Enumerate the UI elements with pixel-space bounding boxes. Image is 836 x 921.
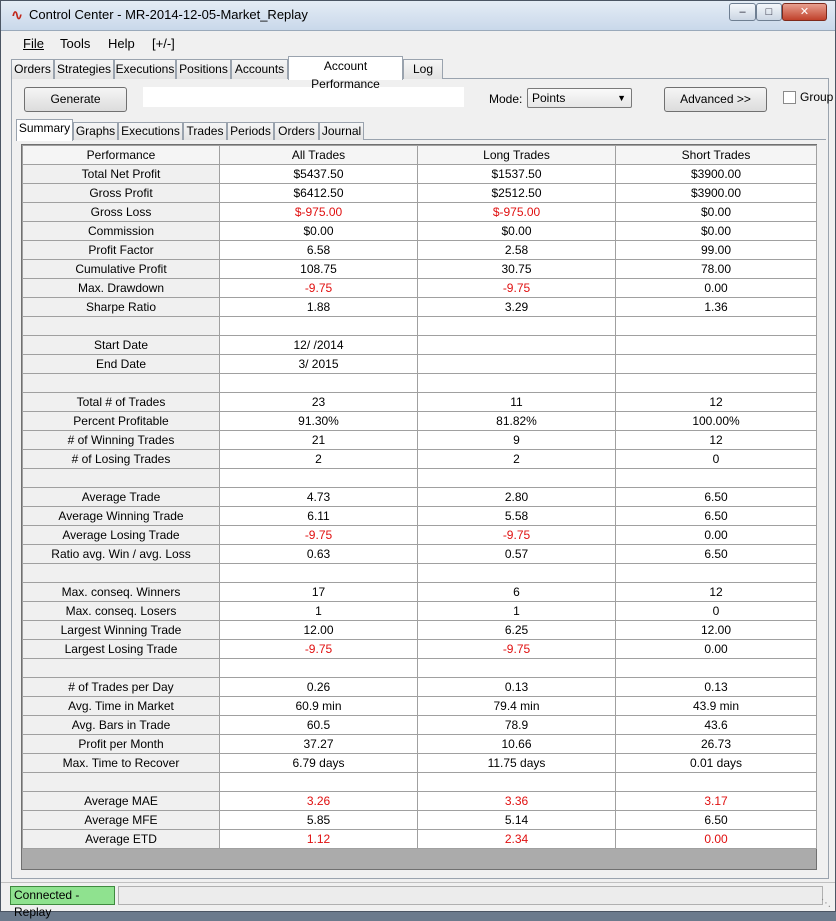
metric-value: [616, 317, 817, 336]
metric-value: 43.6: [616, 716, 817, 735]
header-short-trades[interactable]: Short Trades: [616, 146, 817, 165]
metric-value: [616, 773, 817, 792]
metric-value: [616, 374, 817, 393]
menu-help[interactable]: Help: [108, 36, 135, 51]
metric-value: 11: [418, 393, 616, 412]
metric-label: [23, 469, 220, 488]
tab-strategies[interactable]: Strategies: [54, 59, 114, 79]
metric-value: 3.36: [418, 792, 616, 811]
metric-value: 0.13: [418, 678, 616, 697]
tab-accounts[interactable]: Accounts: [231, 59, 288, 79]
metric-value: 99.00: [616, 241, 817, 260]
metric-value: 100.00%: [616, 412, 817, 431]
table-row: [23, 412, 817, 431]
table-row: [23, 374, 817, 393]
metric-value: -9.75: [418, 640, 616, 659]
subtab-summary[interactable]: Summary: [16, 119, 73, 141]
mode-label: Mode:: [489, 92, 523, 106]
metric-value: 78.00: [616, 260, 817, 279]
metric-label: Percent Profitable: [23, 412, 220, 431]
table-row: [23, 621, 817, 640]
table-row: [23, 488, 817, 507]
metric-value: 1.36: [616, 298, 817, 317]
metric-value: 12.00: [220, 621, 418, 640]
table-row: [23, 792, 817, 811]
metric-value: 11.75 days: [418, 754, 616, 773]
table-row: [23, 583, 817, 602]
metric-value: [418, 659, 616, 678]
header-performance[interactable]: Performance: [23, 146, 220, 165]
metric-label: [23, 564, 220, 583]
table-row: [23, 716, 817, 735]
metric-label: Gross Profit: [23, 184, 220, 203]
metric-label: Ratio avg. Win / avg. Loss: [23, 545, 220, 564]
metric-value: 12: [616, 583, 817, 602]
metric-value: 3.26: [220, 792, 418, 811]
performance-table: [22, 145, 817, 849]
metric-label: [23, 773, 220, 792]
metric-value: 0.01 days: [616, 754, 817, 773]
table-row: [23, 773, 817, 792]
metric-value: [418, 564, 616, 583]
metric-value: [418, 317, 616, 336]
metric-value: 2.34: [418, 830, 616, 849]
tab-executions[interactable]: Executions: [114, 59, 176, 79]
metric-label: Max. conseq. Winners: [23, 583, 220, 602]
metric-value: 0.00: [616, 526, 817, 545]
metric-value: -9.75: [418, 526, 616, 545]
table-row: [23, 640, 817, 659]
metric-value: 6.11: [220, 507, 418, 526]
metric-value: 30.75: [418, 260, 616, 279]
metric-value: 91.30%: [220, 412, 418, 431]
table-row: [23, 298, 817, 317]
metric-value: 79.4 min: [418, 697, 616, 716]
metric-value: $-975.00: [418, 203, 616, 222]
metric-label: Average MFE: [23, 811, 220, 830]
account-selector[interactable]: [143, 87, 464, 107]
subtab-periods[interactable]: Periods: [227, 122, 274, 140]
table-row: [23, 279, 817, 298]
metric-value: [418, 469, 616, 488]
subtab-trades[interactable]: Trades: [183, 122, 227, 140]
maximize-button[interactable]: □: [756, 3, 782, 21]
metric-value: 6.58: [220, 241, 418, 260]
metric-value: [616, 564, 817, 583]
metric-value: [220, 659, 418, 678]
chevron-down-icon: ▼: [617, 93, 626, 103]
metric-value: $5437.50: [220, 165, 418, 184]
subtab-orders[interactable]: Orders: [274, 122, 319, 140]
table-row: [23, 830, 817, 849]
table-row: [23, 564, 817, 583]
metric-label: Avg. Bars in Trade: [23, 716, 220, 735]
metric-label: Average MAE: [23, 792, 220, 811]
table-row: [23, 754, 817, 773]
table-row: [23, 678, 817, 697]
metric-value: 21: [220, 431, 418, 450]
metric-label: # of Winning Trades: [23, 431, 220, 450]
metric-value: 0.00: [616, 830, 817, 849]
metric-value: [616, 659, 817, 678]
metric-label: Total Net Profit: [23, 165, 220, 184]
table-row: [23, 507, 817, 526]
close-button[interactable]: ✕: [782, 3, 827, 21]
table-row: [23, 545, 817, 564]
table-row: [23, 260, 817, 279]
subtab-graphs[interactable]: Graphs: [73, 122, 118, 140]
metric-label: Max. Time to Recover: [23, 754, 220, 773]
metric-value: 12: [616, 431, 817, 450]
metric-value: 9: [418, 431, 616, 450]
metric-value: 2.58: [418, 241, 616, 260]
group-checkbox-label: Group: [800, 90, 834, 104]
metric-value: 5.58: [418, 507, 616, 526]
metric-value: $6412.50: [220, 184, 418, 203]
menu-file[interactable]: [23, 36, 44, 51]
account-performance-panel: [11, 79, 834, 879]
metric-value: 6.79 days: [220, 754, 418, 773]
metric-value: [418, 355, 616, 374]
metric-label: Max. conseq. Losers: [23, 602, 220, 621]
metric-value: 17: [220, 583, 418, 602]
table-row: [23, 317, 817, 336]
metric-label: Largest Losing Trade: [23, 640, 220, 659]
table-row: [23, 450, 817, 469]
metric-value: [220, 374, 418, 393]
metric-value: 0.00: [616, 279, 817, 298]
table-row: [23, 602, 817, 621]
metric-value: 108.75: [220, 260, 418, 279]
metric-value: 12: [616, 393, 817, 412]
status-message-field: [118, 886, 823, 905]
metric-value: [418, 773, 616, 792]
table-row: [23, 526, 817, 545]
window-title: Control Center - MR-2014-12-05-Market_Replay: [29, 7, 308, 22]
metric-value: 1: [418, 602, 616, 621]
metric-value: -9.75: [418, 279, 616, 298]
metric-label: Average Losing Trade: [23, 526, 220, 545]
metric-value: 0.57: [418, 545, 616, 564]
metric-label: Commission: [23, 222, 220, 241]
metric-label: Cumulative Profit: [23, 260, 220, 279]
metric-value: 3.29: [418, 298, 616, 317]
metric-value: 1: [220, 602, 418, 621]
metric-value: 5.85: [220, 811, 418, 830]
metric-label: Largest Winning Trade: [23, 621, 220, 640]
metric-value: 0.26: [220, 678, 418, 697]
sub-tab-strip: [16, 119, 826, 140]
metric-value: 4.73: [220, 488, 418, 507]
table-row: [23, 336, 817, 355]
metric-label: Sharpe Ratio: [23, 298, 220, 317]
menu-toggle[interactable]: [+/-]: [152, 36, 175, 51]
metric-label: Gross Loss: [23, 203, 220, 222]
metric-label: Average Winning Trade: [23, 507, 220, 526]
metric-value: [616, 469, 817, 488]
metric-value: $0.00: [616, 222, 817, 241]
metric-value: 26.73: [616, 735, 817, 754]
metric-label: # of Trades per Day: [23, 678, 220, 697]
metric-value: $3900.00: [616, 184, 817, 203]
metric-label: Max. Drawdown: [23, 279, 220, 298]
metric-label: [23, 317, 220, 336]
metric-value: 12.00: [616, 621, 817, 640]
header-all-trades[interactable]: All Trades: [220, 146, 418, 165]
mode-value: Points: [532, 91, 566, 105]
metric-value: 12/ /2014: [220, 336, 418, 355]
table-row: [23, 393, 817, 412]
metric-value: [616, 336, 817, 355]
table-row: [23, 184, 817, 203]
table-row: [23, 431, 817, 450]
metric-value: [220, 317, 418, 336]
metric-value: 10.66: [418, 735, 616, 754]
metric-label: Profit per Month: [23, 735, 220, 754]
metric-value: 43.9 min: [616, 697, 817, 716]
metric-label: Total # of Trades: [23, 393, 220, 412]
table-row: [23, 469, 817, 488]
metric-value: 3.17: [616, 792, 817, 811]
subtab-journal[interactable]: Journal: [319, 122, 364, 140]
metric-value: 1.12: [220, 830, 418, 849]
performance-body: [23, 165, 817, 849]
metric-label: # of Losing Trades: [23, 450, 220, 469]
metric-value: 6.50: [616, 545, 817, 564]
table-row: [23, 811, 817, 830]
metric-value: 23: [220, 393, 418, 412]
metric-value: 0.63: [220, 545, 418, 564]
top-tab-strip: [11, 56, 829, 91]
metric-value: [220, 564, 418, 583]
metric-value: $1537.50: [418, 165, 616, 184]
metric-value: 60.5: [220, 716, 418, 735]
minimize-button[interactable]: –: [729, 3, 756, 21]
menu-tools[interactable]: Tools: [60, 36, 91, 51]
status-bar: [1, 882, 835, 919]
connection-status: Connected - Replay: [10, 886, 115, 905]
metric-value: 0: [616, 450, 817, 469]
table-row: [23, 203, 817, 222]
metric-value: $2512.50: [418, 184, 616, 203]
metric-value: 2: [418, 450, 616, 469]
subtab-executions[interactable]: Executions: [118, 122, 183, 140]
metric-value: 0.13: [616, 678, 817, 697]
metric-value: [616, 355, 817, 374]
metric-value: 60.9 min: [220, 697, 418, 716]
metric-value: $0.00: [616, 203, 817, 222]
menu-bar: [9, 32, 829, 54]
tab-log[interactable]: Log: [403, 59, 443, 79]
metric-value: 37.27: [220, 735, 418, 754]
generate-button[interactable]: Generate: [24, 87, 127, 112]
table-row: [23, 659, 817, 678]
metric-value: [220, 773, 418, 792]
metric-value: $0.00: [220, 222, 418, 241]
table-row: [23, 697, 817, 716]
metric-label: Average Trade: [23, 488, 220, 507]
metric-label: Avg. Time in Market: [23, 697, 220, 716]
resize-grip-icon[interactable]: ⋱: [821, 898, 831, 909]
table-row: [23, 222, 817, 241]
metric-value: $3900.00: [616, 165, 817, 184]
title-bar[interactable]: [1, 1, 835, 31]
table-row: [23, 165, 817, 184]
metric-label: Profit Factor: [23, 241, 220, 260]
metric-value: 1.88: [220, 298, 418, 317]
metric-value: 6.50: [616, 811, 817, 830]
metric-value: 6: [418, 583, 616, 602]
tab-account-performance[interactable]: Account Performance: [288, 56, 403, 80]
header-long-trades[interactable]: Long Trades: [418, 146, 616, 165]
metric-label: [23, 374, 220, 393]
metric-label: [23, 659, 220, 678]
header-row: [23, 146, 817, 165]
metric-value: 2.80: [418, 488, 616, 507]
menu-file-label: File: [23, 36, 44, 51]
metric-value: 2: [220, 450, 418, 469]
tab-positions[interactable]: Positions: [176, 59, 231, 79]
metric-value: [418, 336, 616, 355]
metric-value: [220, 469, 418, 488]
metric-value: -9.75: [220, 279, 418, 298]
metric-value: 0: [616, 602, 817, 621]
metric-value: -9.75: [220, 526, 418, 545]
metric-value: 5.14: [418, 811, 616, 830]
group-checkbox[interactable]: [783, 91, 796, 104]
app-logo-icon: ∿: [10, 7, 24, 24]
metric-value: 3/ 2015: [220, 355, 418, 374]
metric-label: Start Date: [23, 336, 220, 355]
metric-value: 6.50: [616, 507, 817, 526]
metric-value: $-975.00: [220, 203, 418, 222]
metric-value: 0.00: [616, 640, 817, 659]
metric-value: 78.9: [418, 716, 616, 735]
metric-value: 6.25: [418, 621, 616, 640]
tab-orders[interactable]: Orders: [11, 59, 54, 79]
table-row: [23, 735, 817, 754]
metric-value: $0.00: [418, 222, 616, 241]
mode-dropdown[interactable]: [527, 88, 632, 108]
metric-value: 6.50: [616, 488, 817, 507]
metric-value: -9.75: [220, 640, 418, 659]
metric-label: Average ETD: [23, 830, 220, 849]
table-row: [23, 355, 817, 374]
performance-grid[interactable]: [21, 144, 817, 870]
metric-value: 81.82%: [418, 412, 616, 431]
table-row: [23, 241, 817, 260]
metric-label: End Date: [23, 355, 220, 374]
metric-value: [418, 374, 616, 393]
advanced-button[interactable]: Advanced >>: [664, 87, 767, 112]
